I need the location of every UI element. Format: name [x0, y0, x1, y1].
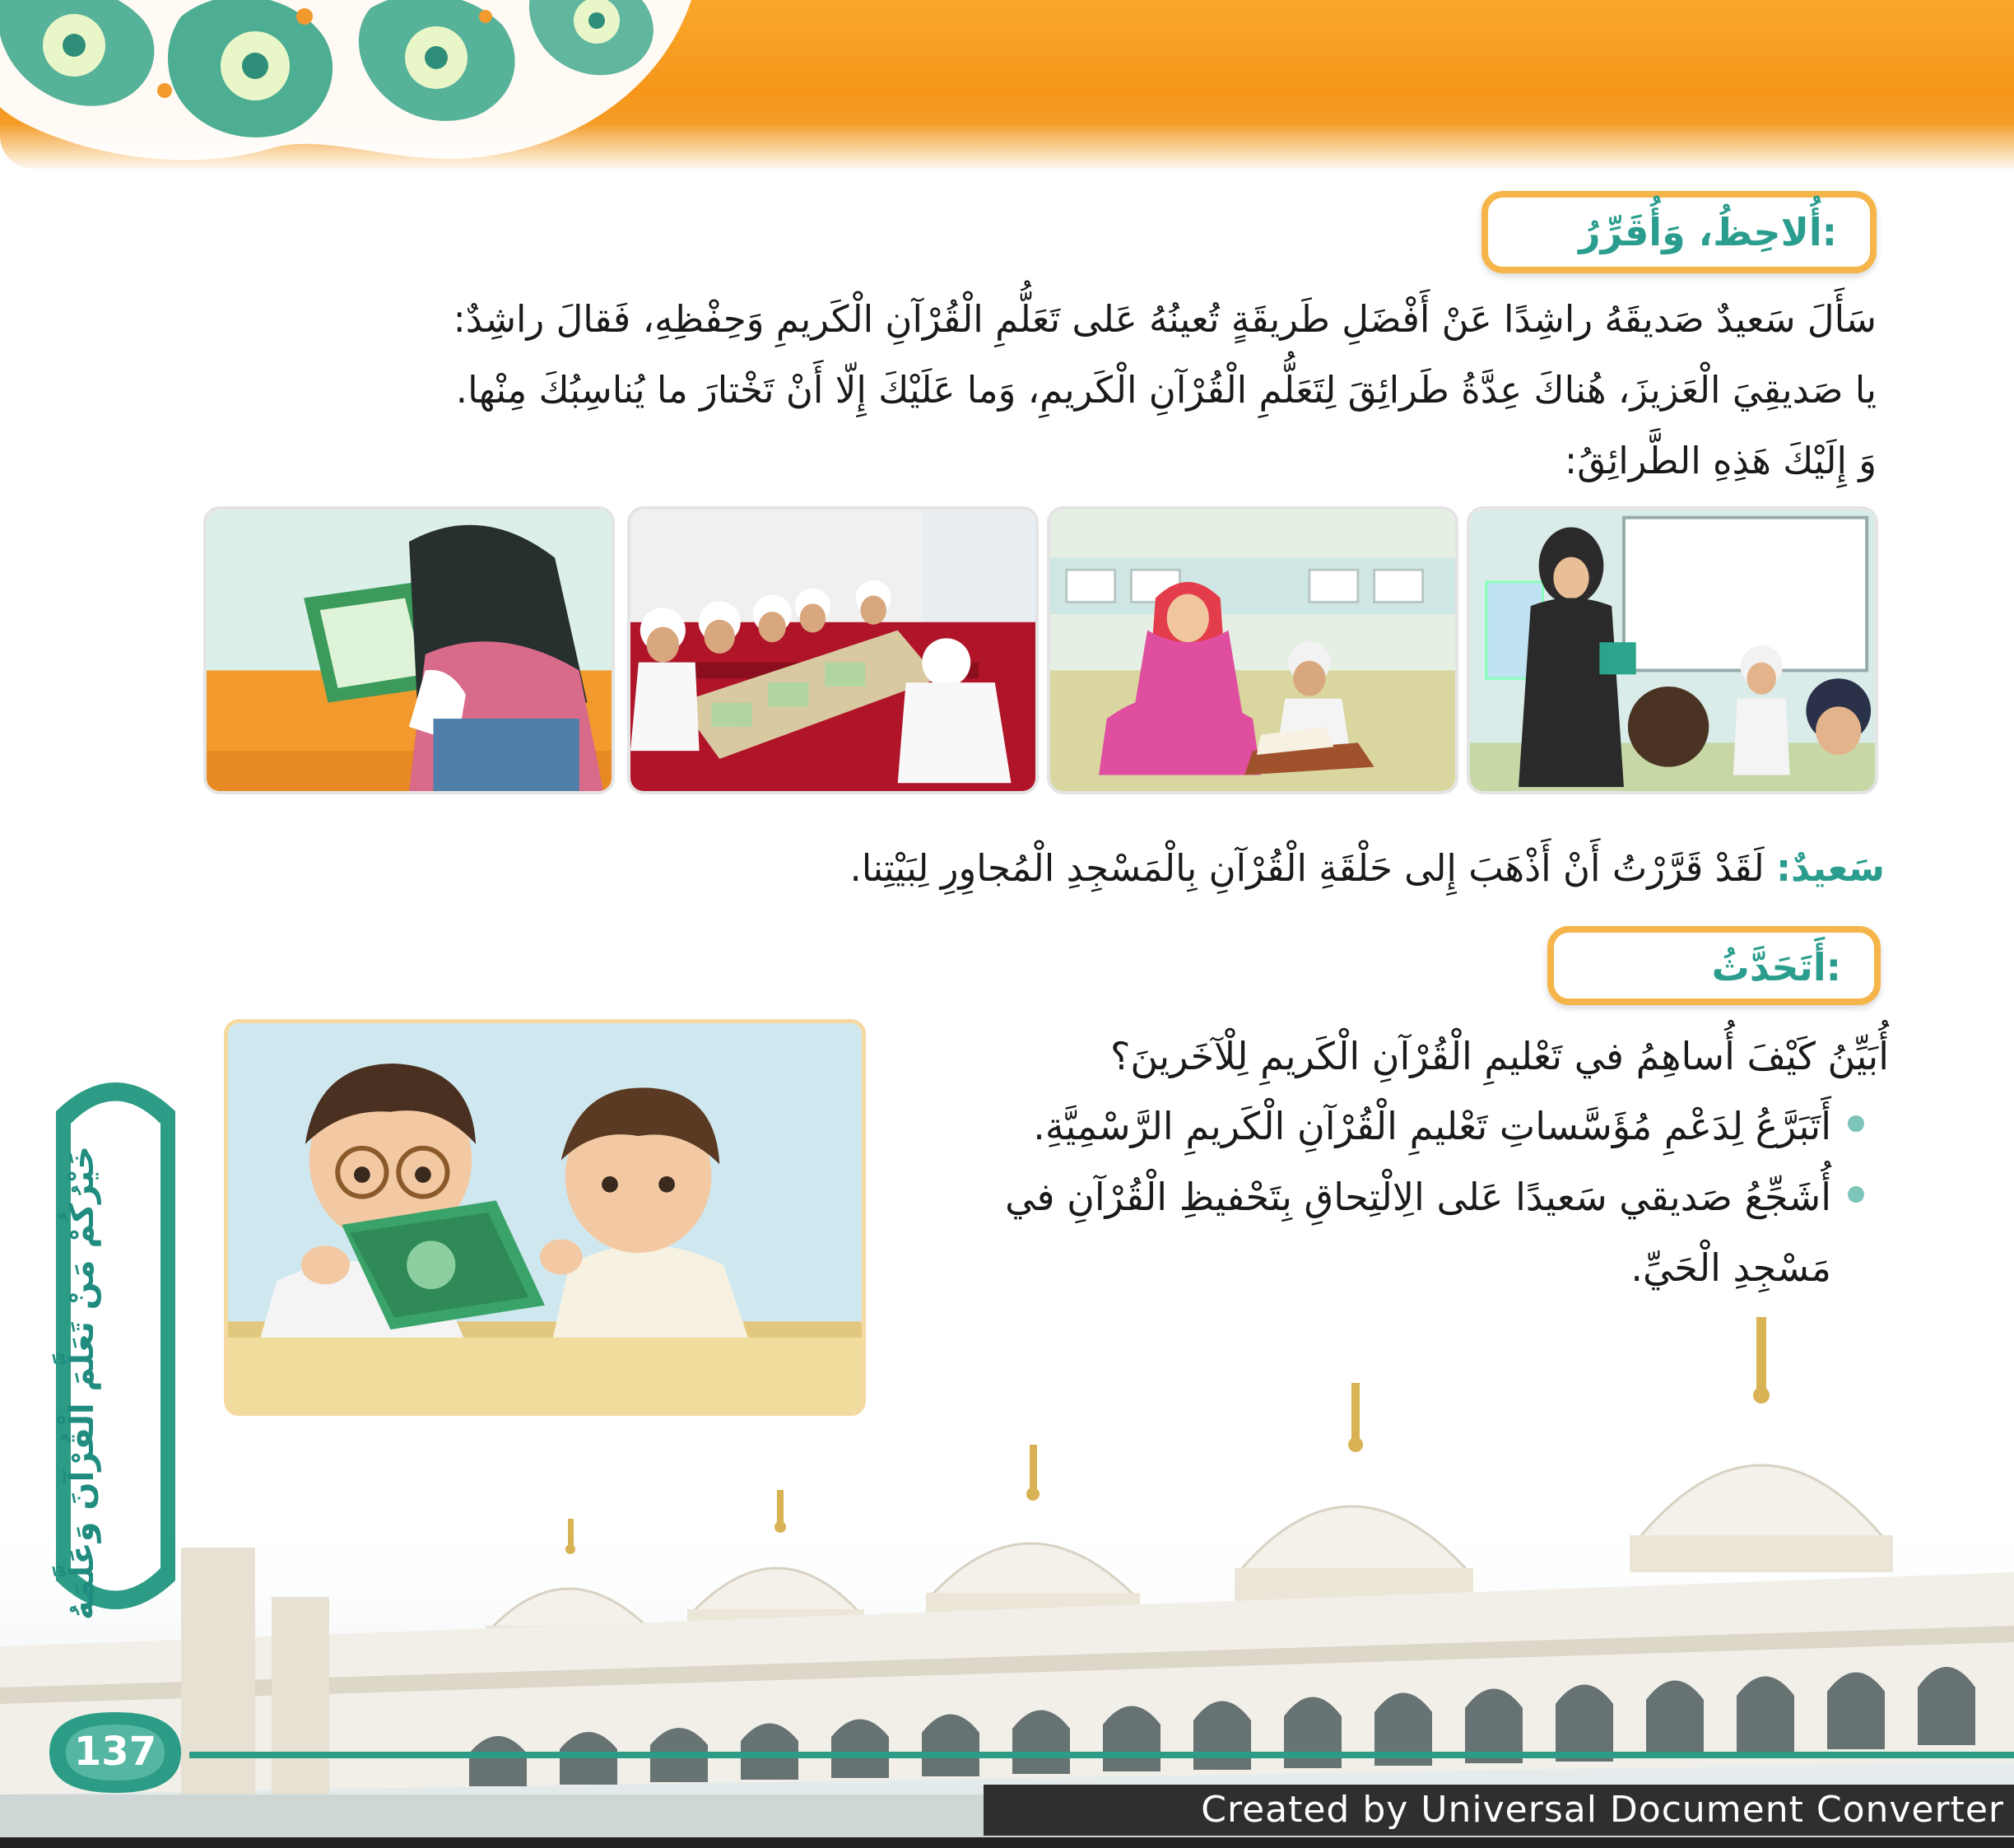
bullet-list: [905, 1091, 1864, 1303]
illustration-mosque-quran-circle: [627, 506, 1039, 794]
section-badge-observe: [1481, 191, 1877, 273]
islamic-ornament-decoration: [0, 0, 716, 181]
section-badge-speak: [1547, 926, 1881, 1005]
bullet-text-2: أُشَجِّعُ صَديقي سَعيدًا عَلى الِالْتِحاقِ بِتَحْفيظِ الْقُرْآنِ في مَسْجِدِ الْحَيِّ.: [1005, 1175, 1831, 1290]
dialogue-text: لَقَدْ قَرَّرْتُ أَنْ أَذْهَبَ إِلى حَلْقَةِ الْقُرْآنِ بِالْمَسْجِدِ الْمُجاوِرِ لِبَيْتِنا.: [849, 846, 1765, 890]
bottom-edge: [0, 1837, 2014, 1848]
illustration-classroom-teacher: [1467, 506, 1878, 794]
bullet-item-2: [905, 1161, 1864, 1303]
bullet-text-1: أَتَبَرَّعُ لِدَعْمِ مُؤَسَّساتِ تَعْليمِ الْقُرْآنِ الْكَريمِ الرَّسْمِيَّةِ.: [1033, 1104, 1831, 1148]
watermark-text: Created by Universal Document Converter: [1201, 1789, 2004, 1831]
section-title-observe: أُلاحِظُ، وَأُقَرِّرُ:: [1579, 210, 1837, 254]
intro-line-1: سَأَلَ سَعيدٌ صَديقَهُ راشِدًا عَنْ أَفْضَلِ طَريقَةٍ تُعينُهُ عَلى تَعَلُّمِ الْقُرْآنِ الْكَريمِ وَحِفْظِهِ، فَقالَ راشِدٌ:: [453, 297, 1877, 341]
footer-line: [189, 1752, 2014, 1758]
bullet-item-1: [905, 1091, 1864, 1161]
page-number: 137: [73, 1729, 157, 1775]
mosque-illustration: [0, 1301, 2014, 1848]
bullet-dot-icon: [1848, 1186, 1864, 1203]
bullet-dot-icon: [1848, 1115, 1864, 1132]
discussion-question: أُبَيِّنُ كَيْفَ أُساهِمُ في تَعْليمِ الْقُرْآنِ الْكَريمِ لِلْآخَرينَ؟: [1109, 1034, 1889, 1078]
speaker-name: سَعيدٌ:: [1775, 846, 1885, 890]
section-title-speak: أَتَحَدَّثُ:: [1711, 945, 1841, 989]
intro-paragraph: [198, 284, 1877, 496]
side-tab-label: خَيْرُكُمْ مَنْ تَعَلَّمَ الْقُرْآنَ وَعَلَّمَهُ: [63, 1145, 101, 1621]
intro-line-3: وَ إِلَيْكَ هَذِهِ الطَّرائِقُ:: [1565, 439, 1877, 482]
illustration-girl-reading-tablet: [203, 506, 615, 794]
intro-line-2: يا صَديقِيَ الْعَزيزَ، هُناكَ عِدَّةُ طَرائِقَ لِتَعَلُّمِ الْقُرْآنِ الْكَريمِ، وَما عَلَيْكَ إِلّا أَنْ تَخْتارَ ما يُناسِبُكَ مِنْها.: [455, 368, 1877, 412]
